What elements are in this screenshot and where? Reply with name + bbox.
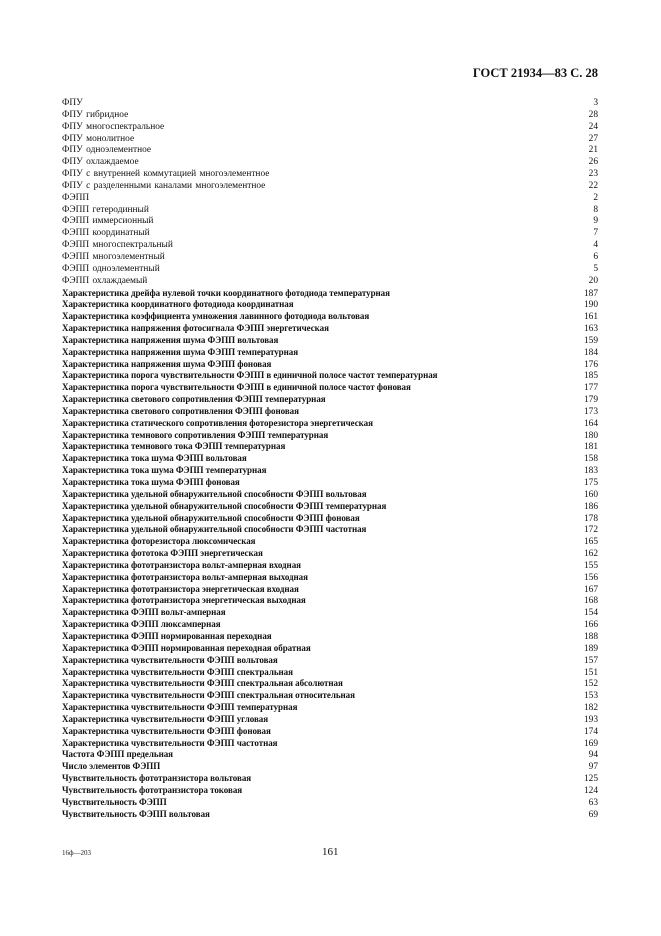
index-page-ref: 63: [588, 797, 598, 808]
index-term: Характеристика напряжения фотосигнала ФЭПП энергетическая: [62, 323, 329, 334]
index-term: ФЭПП многоспектральный: [62, 240, 173, 251]
index-page-ref: 157: [583, 655, 598, 666]
index-page-ref: 182: [583, 703, 598, 714]
index-page-ref: 176: [583, 359, 598, 370]
index-term: Чувствительность ФЭПП вольтовая: [62, 808, 210, 819]
index-term: ФПУ: [62, 98, 83, 108]
index-entry: [62, 299, 598, 311]
index-term: Характеристика ФЭПП нормированная переходная обратная: [62, 642, 311, 653]
index-term: Характеристика коэффициента умножения лавинного фотодиода вольтовая: [62, 311, 370, 322]
index-entry: [62, 394, 598, 406]
index-term: ФПУ многоспектральное: [62, 121, 165, 132]
index-entry: [62, 205, 598, 217]
index-page-ref: 154: [583, 608, 598, 619]
index-entry: [62, 157, 598, 169]
index-page-ref: 163: [583, 324, 598, 335]
index-page-ref: 3: [593, 98, 598, 108]
index-entry: [62, 370, 598, 382]
index-entry: [62, 536, 598, 548]
index-term: Характеристика светового сопротивления ФЭПП температурная: [62, 394, 326, 405]
index-entry: [62, 738, 598, 750]
index-entry: [62, 264, 598, 276]
index-entry: [62, 311, 598, 323]
index-page-ref: 6: [593, 251, 598, 262]
index-entry: [62, 477, 598, 489]
index-entry: [62, 323, 598, 335]
print-code: 16ф—203: [62, 849, 92, 857]
index-term: Характеристика светового сопротивления ФЭПП фоновая: [62, 405, 299, 416]
index-page-ref: 167: [583, 584, 598, 595]
index-term: Характеристика напряжения шума ФЭПП фоновая: [62, 358, 272, 369]
index-entry: [62, 382, 598, 394]
index-page-ref: 168: [583, 596, 598, 607]
index-entry: [62, 465, 598, 477]
index-entry: [62, 406, 598, 418]
index-page-ref: 97: [588, 762, 598, 773]
index-term: Характеристика дрейфа нулевой точки координатного фотодиода температурная: [62, 287, 390, 298]
index-entry: [62, 181, 598, 193]
index-term: Характеристика чувствительности ФЭПП вольтовая: [62, 654, 278, 665]
index-entry: [62, 193, 598, 205]
index-term: Характеристика порога чувствительности ФЭПП в единичной полосе частот фоновая: [62, 382, 411, 393]
index-term: Характеристика фоторезистора люксомическая: [62, 536, 256, 547]
page-header: ГОСТ 21934—83 С. 28: [472, 66, 598, 80]
index-term: Характеристика фототранзистора вольт-амперная выходная: [62, 571, 308, 582]
index-page-ref: 166: [583, 620, 598, 631]
index-term: Характеристика тока шума ФЭПП температурная: [62, 465, 267, 476]
index-page-ref: 183: [583, 466, 598, 477]
index-entry: [62, 809, 598, 821]
index-entry: [62, 145, 598, 157]
index-term: ФЭПП иммерсионный: [62, 216, 154, 227]
index-term: Характеристика фототранзистора энергетическая выходная: [62, 595, 306, 606]
index-term: ФПУ с внутренней коммутацией многоэлементное: [62, 169, 270, 180]
index-term: Характеристика чувствительности ФЭПП спектральная: [62, 666, 293, 677]
index-term: Характеристика темнового тока ФЭПП температурная: [62, 441, 286, 452]
index-entry: [62, 595, 598, 607]
index-term: Характеристика фототранзистора энергетическая входная: [62, 583, 299, 594]
index-entry: [62, 690, 598, 702]
index-page-ref: 164: [583, 418, 598, 429]
index-term: Чувствительность фототранзистора вольтовая: [62, 773, 252, 784]
index-term: Характеристика чувствительности ФЭПП угловая: [62, 713, 269, 724]
index-term: Характеристика ФЭПП вольт-амперная: [62, 607, 226, 618]
index-page-ref: 8: [593, 204, 598, 215]
index-term: Чувствительность фототранзистора токовая: [62, 784, 243, 795]
index-page-ref: 4: [593, 240, 598, 251]
index-page-ref: 28: [588, 109, 598, 120]
index-entry: [62, 216, 598, 228]
index-entry: [62, 643, 598, 655]
index-entry: [62, 228, 598, 240]
index-entry: [62, 572, 598, 584]
index-page-ref: 186: [583, 501, 598, 512]
index-page-ref: 162: [583, 549, 598, 560]
index-page-ref: 185: [583, 371, 598, 382]
index-term: Характеристика чувствительности ФЭПП частотная: [62, 737, 278, 748]
index-page-ref: 179: [583, 395, 598, 406]
index-entry: [62, 655, 598, 667]
index-entry: [62, 785, 598, 797]
index-page-ref: 190: [583, 300, 598, 311]
index-page-ref: 27: [588, 133, 598, 144]
index-entry: [62, 749, 598, 761]
index-page-ref: 69: [588, 809, 598, 820]
index-entry: [62, 560, 598, 572]
index-term: ФЭПП гетеродинный: [62, 204, 149, 215]
index-page-ref: 188: [583, 631, 598, 642]
index-page-ref: 26: [588, 157, 598, 168]
index-term: ФПУ охлаждаемое: [62, 157, 139, 168]
index-entry: [62, 98, 598, 110]
index-entry: [62, 513, 598, 525]
index-page-ref: 7: [593, 228, 598, 239]
index-page-ref: 159: [583, 335, 598, 346]
index-entry: [62, 252, 598, 264]
index-term: Характеристика ФЭПП нормированная переходная: [62, 630, 272, 641]
index-page-ref: 174: [583, 726, 598, 737]
index-entry: [62, 453, 598, 465]
index-entry: [62, 726, 598, 738]
index-entry: [62, 501, 598, 513]
index-entry: [62, 169, 598, 181]
index-term: ФЭПП одноэлементный: [62, 263, 160, 274]
index-page-ref: 124: [583, 785, 598, 796]
index-page-ref: 21: [588, 145, 598, 156]
index-entry: [62, 122, 598, 134]
index-term: Характеристика чувствительности ФЭПП температурная: [62, 702, 298, 713]
index-page-ref: 175: [583, 478, 598, 488]
index-entry: [62, 607, 598, 619]
index-term: Частота ФЭПП предельная: [62, 749, 173, 760]
index-term: Характеристика темнового сопротивления ФЭПП температурная: [62, 429, 329, 440]
index-entry: [62, 418, 598, 430]
index-page-ref: 2: [593, 192, 598, 203]
index-term: Характеристика напряжения шума ФЭПП температурная: [62, 346, 299, 357]
index-page-ref: 94: [588, 750, 598, 761]
index-term: Характеристика тока шума ФЭПП фоновая: [62, 477, 240, 487]
index-term: Характеристика чувствительности ФЭПП фоновая: [62, 725, 271, 736]
index-page-ref: 180: [583, 430, 598, 441]
index-term: ФЭПП охлаждаемый: [62, 275, 148, 286]
index-term: Характеристика чувствительности ФЭПП спектральная относительная: [62, 690, 355, 701]
index-entry: [62, 359, 598, 371]
index-page-ref: 181: [583, 442, 598, 453]
index-entry: [62, 702, 598, 714]
index-term: Характеристика координатного фотодиода координатная: [62, 299, 294, 310]
index-term: ФЭПП координатный: [62, 228, 150, 239]
index-term: Характеристика удельной обнаружительной способности ФЭПП частотная: [62, 524, 367, 535]
index-entry: [62, 761, 598, 773]
index-term: Характеристика фототранзистора вольт-амперная входная: [62, 559, 301, 570]
index-page-ref: 160: [583, 489, 598, 500]
index-page-ref: 20: [588, 275, 598, 286]
index-page-ref: 169: [583, 738, 598, 749]
index-term: ФПУ монолитное: [62, 133, 135, 144]
index-term: Чувствительность ФЭПП: [62, 796, 167, 807]
index-entry: [62, 524, 598, 536]
index-entry: [62, 347, 598, 359]
index-page-ref: 152: [583, 679, 598, 690]
index-entry: [62, 288, 598, 300]
index-term: Характеристика удельной обнаружительной способности ФЭПП фоновая: [62, 512, 360, 523]
index-term: Число элементов ФЭПП: [62, 761, 161, 772]
index-entry: [62, 678, 598, 690]
index-entry: [62, 110, 598, 122]
index-page-ref: 23: [588, 169, 598, 180]
index-page-ref: 173: [583, 406, 598, 417]
index-page-ref: 22: [588, 180, 598, 191]
index-entry: [62, 240, 598, 252]
index-term: Характеристика напряжения шума ФЭПП вольтовая: [62, 334, 279, 345]
index-term: Характеристика удельной обнаружительной способности ФЭПП вольтовая: [62, 488, 367, 499]
index-entry: [62, 773, 598, 785]
index-term: Характеристика порога чувствительности ФЭПП в единичной полосе частот температурная: [62, 370, 438, 381]
page-number: 161: [322, 846, 339, 858]
index-entry: [62, 276, 598, 288]
index-page-ref: 165: [583, 537, 598, 548]
index-entry: [62, 335, 598, 347]
index-entry: [62, 584, 598, 596]
index-page-ref: 178: [583, 513, 598, 524]
index-term: ФЭПП: [62, 192, 90, 203]
index-page-ref: 9: [593, 216, 598, 227]
index-page-ref: 184: [583, 347, 598, 358]
index-term: Характеристика удельной обнаружительной способности ФЭПП температурная: [62, 500, 387, 511]
index-term: Характеристика чувствительности ФЭПП спектральная абсолютная: [62, 678, 343, 689]
index-page-ref: 158: [583, 454, 598, 465]
index-term: Характеристика тока шума ФЭПП вольтовая: [62, 453, 247, 464]
index-entry: [62, 667, 598, 679]
index-entry: [62, 714, 598, 726]
term-index: [62, 98, 598, 820]
index-term: Характеристика ФЭПП люксамперная: [62, 619, 221, 630]
index-entry: [62, 548, 598, 560]
index-entry: [62, 134, 598, 146]
index-entry: [62, 797, 598, 809]
index-page-ref: 151: [583, 667, 598, 678]
index-page-ref: 156: [583, 572, 598, 583]
index-page-ref: 155: [583, 560, 598, 571]
index-page-ref: 153: [583, 691, 598, 702]
index-page-ref: 172: [583, 525, 598, 536]
index-term: ФЭПП многоэлементный: [62, 251, 165, 262]
index-page-ref: 187: [583, 288, 598, 299]
index-term: ФПУ с разделенными каналами многоэлементное: [62, 180, 266, 191]
index-term: Характеристика фототока ФЭПП энергетическая: [62, 548, 263, 559]
index-term: ФПУ одноэлементное: [62, 145, 152, 156]
index-term: ФПУ гибридное: [62, 109, 129, 120]
index-entry: [62, 441, 598, 453]
index-page-ref: 193: [583, 714, 598, 725]
index-page-ref: 5: [593, 263, 598, 274]
index-page-ref: 161: [583, 312, 598, 323]
index-page-ref: 24: [588, 121, 598, 132]
index-term: Характеристика статического сопротивления фоторезистора энергетическая: [62, 417, 373, 428]
index-entry: [62, 631, 598, 643]
index-page-ref: 125: [583, 774, 598, 785]
index-entry: [62, 619, 598, 631]
index-entry: [62, 489, 598, 501]
index-page-ref: 189: [583, 643, 598, 654]
index-page-ref: 177: [583, 383, 598, 394]
index-entry: [62, 430, 598, 442]
